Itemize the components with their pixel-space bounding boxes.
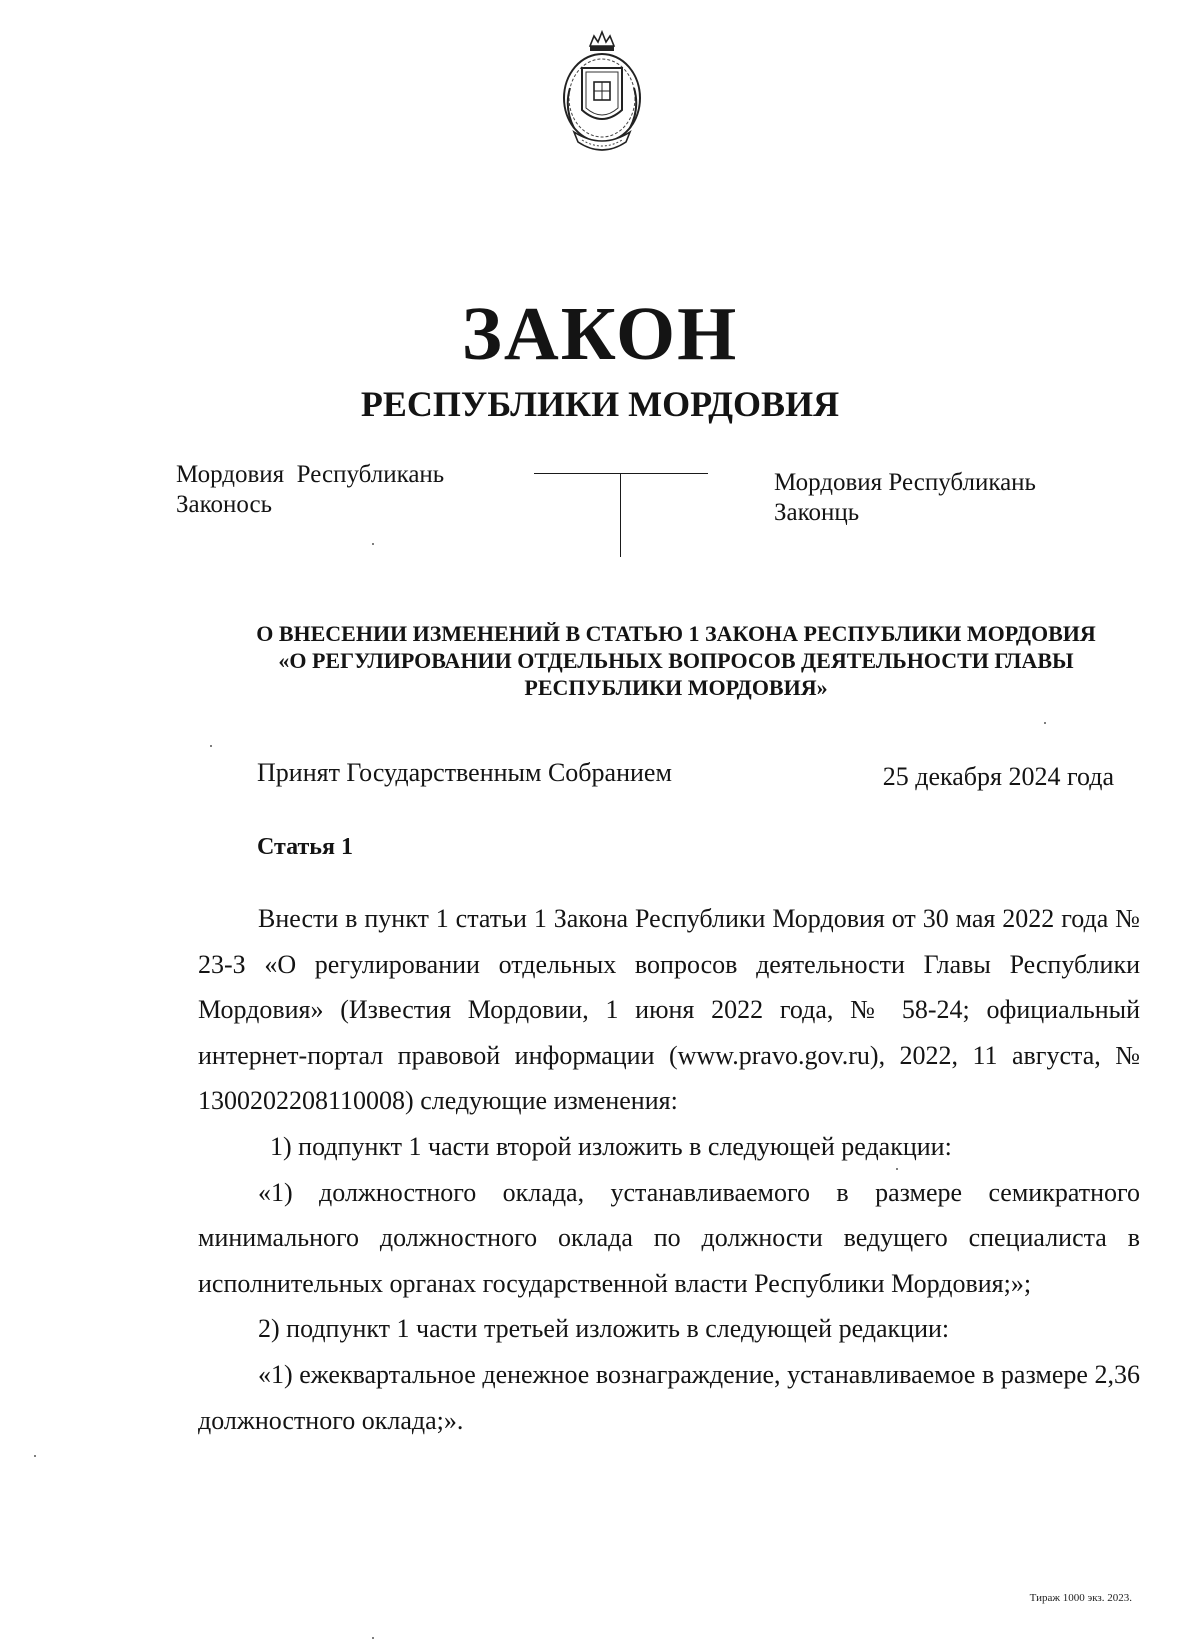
scan-speck: [896, 1168, 898, 1170]
law-label-moksha: [176, 460, 444, 520]
frame-vertical-line: [620, 473, 621, 557]
scan-speck: [34, 1455, 36, 1457]
article-paragraph: 2) подпункт 1 части третьей изложить в следующей редакции:: [258, 1314, 950, 1344]
scan-speck: [1044, 722, 1046, 724]
print-run-note: Тираж 1000 экз. 2023.: [1029, 1592, 1132, 1604]
law-label-moksha-line2: Законось: [176, 491, 272, 518]
law-label-moksha-line1: Мордовия Республикань: [176, 461, 445, 488]
frame-horizontal-line: [534, 473, 708, 474]
adoption-date: 25 декабря 2024 года: [882, 762, 1114, 791]
scan-speck: [372, 1637, 374, 1639]
scan-speck: [210, 745, 212, 747]
article-paragraph: Внести в пункт 1 статьи 1 Закона Республики Мордовия от 30 мая 2022 года № 23-З «О регулировании отдельных вопросов деятельности Главы Республики Мордовия» (Известия Мордовии, 1 июня 2022 года, № 58-24; официальный интернет-портал правовой информации (www.pravo.gov.ru), 2022, 11 августа, № 1300202208110008) следующие изменения:: [198, 904, 1140, 1116]
article-body: [198, 896, 1140, 1443]
coat-of-arms-icon: [560, 28, 644, 164]
article-paragraph: «1) ежеквартальное денежное вознаграждение, устанавливаемое в размере 2,36 должностного оклада;».: [198, 1359, 1140, 1435]
adopted-by: Принят Государственным Собранием: [257, 758, 672, 787]
article-paragraph: 1) подпункт 1 части второй изложить в следующей редакции:: [270, 1131, 952, 1161]
scan-speck: [372, 543, 374, 545]
law-heading-line: «О РЕГУЛИРОВАНИИ ОТДЕЛЬНЫХ ВОПРОСОВ ДЕЯТЕЛЬНОСТИ ГЛАВЫ: [278, 648, 1074, 673]
law-title: ЗАКОН: [461, 292, 739, 376]
law-heading: [196, 620, 1156, 701]
law-heading-line: РЕСПУБЛИКИ МОРДОВИЯ»: [524, 675, 828, 700]
law-heading-line: О ВНЕСЕНИИ ИЗМЕНЕНИЙ В СТАТЬЮ 1 ЗАКОНА РЕСПУБЛИКИ МОРДОВИЯ: [256, 621, 1096, 646]
republic-title: РЕСПУБЛИКИ МОРДОВИЯ: [360, 384, 840, 424]
article-title: Статья 1: [257, 834, 353, 860]
law-label-erzya: [774, 468, 1036, 528]
law-label-erzya-line2: Законць: [774, 499, 860, 526]
law-label-erzya-line1: Мордовия Республикань: [774, 469, 1036, 496]
article-paragraph: «1) должностного оклада, устанавливаемого в размере семикратного минимального должностного оклада по должности ведущего специалиста в исполнительных органах государственной власти Республики Мордовия;»;: [198, 1177, 1140, 1298]
law-number-frame: [534, 473, 708, 557]
